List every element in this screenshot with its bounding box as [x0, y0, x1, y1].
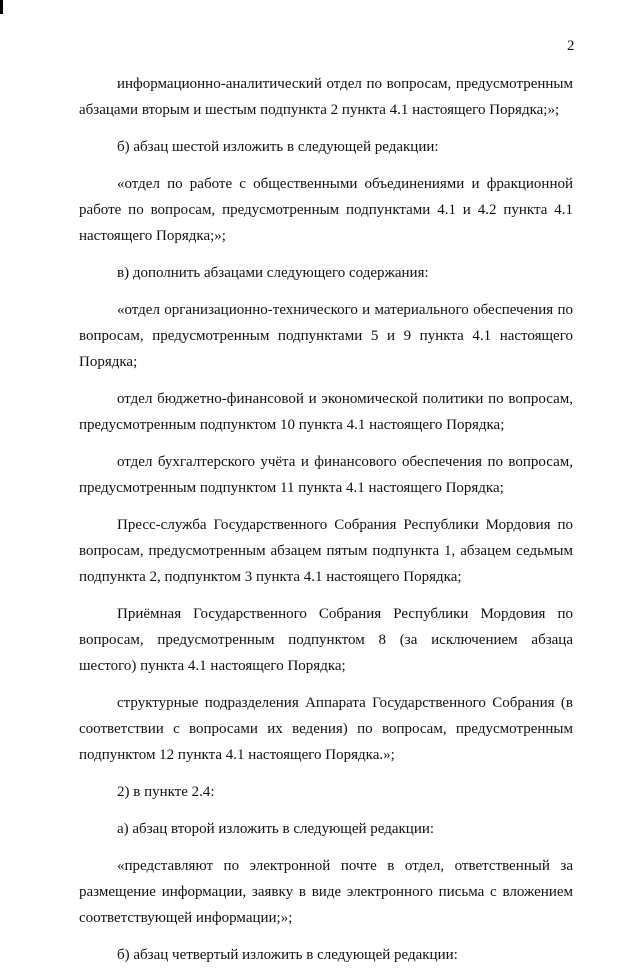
paragraph: структурные подразделения Аппарата Государственного Собрания (в соответствии с вопросами их ведения) по вопросам, предусмотренным подпунктом 12 пункта 4.1 настоящего Порядка.»;: [79, 695, 573, 763]
paragraph: б) абзац четвертый изложить в следующей редакции:: [117, 947, 458, 963]
paragraph: а) абзац второй изложить в следующей редакции:: [117, 821, 435, 837]
paragraph: информационно-аналитический отдел по вопросам, предусмотренным абзацами вторым и шестым подпункта 2 пункта 4.1 настоящего Порядка;»;: [79, 76, 573, 118]
paragraph: 2) в пункте 2.4:: [117, 784, 215, 800]
page-number: 2: [567, 38, 575, 54]
paragraph: Приёмная Государственного Собрания Республики Мордовия по вопросам, предусмотренным подпунктом 8 (за исключением абзаца шестого) пункта 4.1 настоящего Порядка;: [79, 606, 573, 674]
paragraph: б) абзац шестой изложить в следующей редакции:: [117, 139, 439, 155]
paragraph: «отдел по работе с общественными объединениями и фракционной работе по вопросам, предусмотренным подпунктами 4.1 и 4.2 пункта 4.1 настоящего Порядка;»;: [79, 176, 573, 244]
paragraph: отдел бюджетно-финансовой и экономической политики по вопросам, предусмотренным подпунктом 10 пункта 4.1 настоящего Порядка;: [79, 391, 573, 433]
paragraph: отдел бухгалтерского учёта и финансового обеспечения по вопросам, предусмотренным подпунктом 11 пункта 4.1 настоящего Порядка;: [79, 454, 573, 496]
paragraph: Пресс-служба Государственного Собрания Республики Мордовия по вопросам, предусмотренным абзацем пятым подпункта 1, абзацем седьмым подпункта 2, подпунктом 3 пункта 4.1 настоящего Порядка;: [79, 517, 573, 585]
scan-corner-mark: [0, 0, 3, 14]
document-body: [79, 71, 573, 979]
paragraph: «представляют по электронной почте в отдел, ответственный за размещение информации, заявку в виде электронного письма с вложением соответствующей информации;»;: [79, 858, 573, 926]
paragraph: в) дополнить абзацами следующего содержания:: [117, 265, 429, 281]
paragraph: «отдел организационно-технического и материального обеспечения по вопросам, предусмотренным подпунктами 5 и 9 пункта 4.1 настоящего Порядка;: [79, 302, 573, 370]
